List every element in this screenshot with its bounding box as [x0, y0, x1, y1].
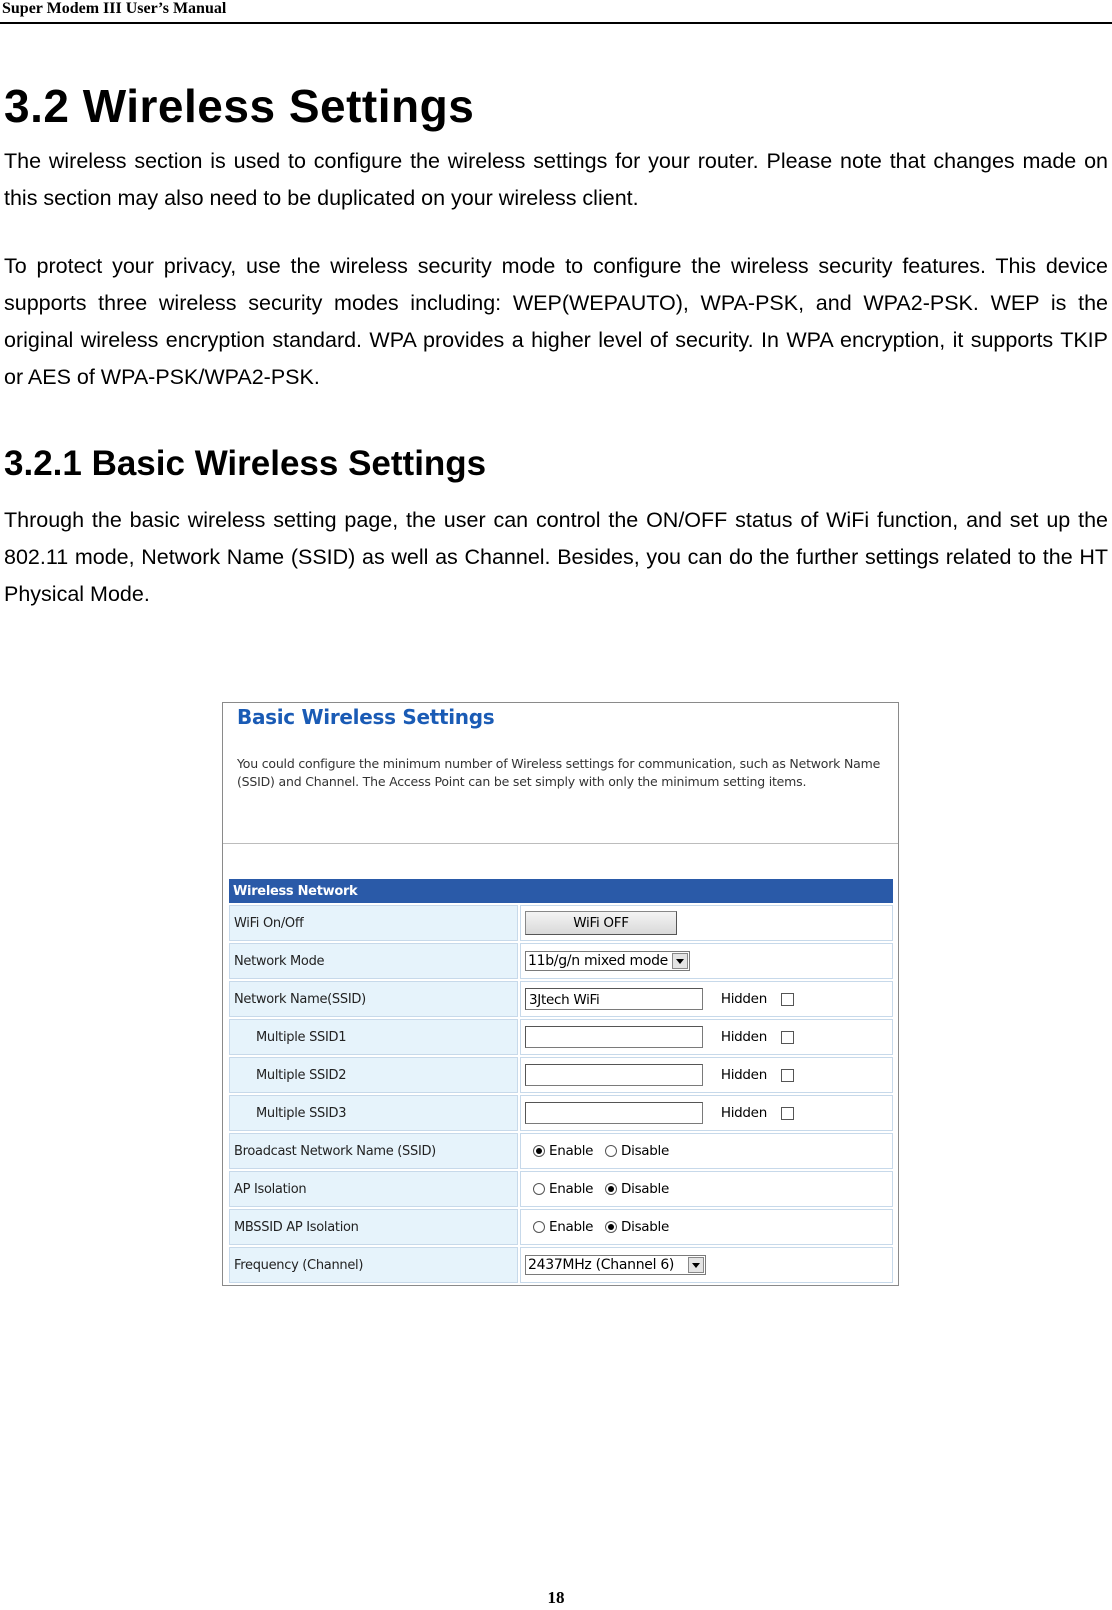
- multiple-ssid2-label: Multiple SSID2: [229, 1057, 518, 1093]
- dropdown-arrow-icon: [672, 953, 688, 969]
- dropdown-arrow-icon: [688, 1257, 704, 1273]
- network-mode-select[interactable]: [525, 951, 690, 971]
- multiple-ssid1-label: Multiple SSID1: [229, 1019, 518, 1055]
- ap-isolation-disable-label: Disable: [621, 1181, 670, 1197]
- broadcast-enable-radio[interactable]: [533, 1145, 545, 1157]
- screenshot-title: Basic Wireless Settings: [237, 705, 495, 729]
- ssid1-hidden-label: Hidden: [720, 1029, 767, 1045]
- mbssid-isolation-enable-radio[interactable]: [533, 1221, 545, 1233]
- table-header: Wireless Network: [229, 879, 893, 903]
- section-security-paragraph: To protect your privacy, use the wireless security mode to configure the wireless security features. This device supports three wireless security modes including: WEP(WEPAUTO), WPA-PSK, and WPA2-PSK. WEP is the original wireless encryption standard. WPA provides a higher level of security. In WPA encryption, it supports TKIP or AES of WPA-PSK/WPA2-PSK.: [4, 254, 1108, 389]
- ssid-input[interactable]: 3Jtech WiFi: [525, 988, 703, 1010]
- ap-isolation-disable-radio[interactable]: [605, 1183, 617, 1195]
- multiple-ssid3-input[interactable]: [525, 1102, 703, 1124]
- ap-isolation-label: AP Isolation: [229, 1171, 518, 1207]
- section-intro-paragraph: The wireless section is used to configure the wireless settings for your router. Please note that changes made on this section may also need to be duplicated on your wireless client.: [4, 149, 1108, 210]
- subsection-paragraph: Through the basic wireless setting page, the user can control the ON/OFF status of WiFi function, and set up the 802.11 mode, Network Name (SSID) as well as Channel. Besides, you can do the further settings related to the HT Physical Mode.: [4, 508, 1108, 606]
- frequency-select[interactable]: [525, 1255, 706, 1275]
- ssid3-hidden-label: Hidden: [720, 1105, 767, 1121]
- ssid1-hidden-checkbox[interactable]: [781, 1031, 794, 1044]
- broadcast-disable-label: Disable: [621, 1143, 670, 1159]
- ssid-label: Network Name(SSID): [229, 981, 518, 1017]
- ssid3-hidden-checkbox[interactable]: [781, 1107, 794, 1120]
- table-row: [229, 981, 893, 1017]
- page-header: [0, 0, 1112, 24]
- ssid-hidden-checkbox[interactable]: [781, 993, 794, 1006]
- table-row: [229, 1171, 893, 1207]
- subsection-title: 3.2.1 Basic Wireless Settings: [4, 444, 487, 483]
- mbssid-isolation-disable-label: Disable: [621, 1219, 670, 1235]
- mbssid-isolation-disable-radio[interactable]: [605, 1221, 617, 1233]
- network-mode-label: Network Mode: [229, 943, 518, 979]
- broadcast-ssid-label: Broadcast Network Name (SSID): [229, 1133, 518, 1169]
- table-row: [229, 1095, 893, 1131]
- manual-title: Super Modem III User’s Manual: [2, 0, 227, 17]
- multiple-ssid3-label: Multiple SSID3: [229, 1095, 518, 1131]
- basic-wireless-settings-screenshot: [222, 702, 899, 1286]
- table-row: [229, 1133, 893, 1169]
- section-title: 3.2 Wireless Settings: [4, 80, 475, 132]
- page-number: 18: [547, 1588, 565, 1607]
- table-row: [229, 905, 893, 941]
- multiple-ssid1-input[interactable]: [525, 1026, 703, 1048]
- divider: [223, 843, 898, 844]
- table-row: [229, 1057, 893, 1093]
- table-row: [229, 1019, 893, 1055]
- network-mode-value: 11b/g/n mixed mode: [528, 953, 668, 969]
- wireless-network-table: [227, 877, 895, 1285]
- ap-isolation-enable-radio[interactable]: [533, 1183, 545, 1195]
- wifi-off-button[interactable]: WiFi OFF: [525, 911, 677, 935]
- table-row: [229, 1247, 893, 1283]
- table-row: [229, 943, 893, 979]
- mbssid-isolation-label: MBSSID AP Isolation: [229, 1209, 518, 1245]
- broadcast-disable-radio[interactable]: [605, 1145, 617, 1157]
- ssid-hidden-label: Hidden: [720, 991, 767, 1007]
- table-row: [229, 1209, 893, 1245]
- ssid2-hidden-label: Hidden: [720, 1067, 767, 1083]
- multiple-ssid2-input[interactable]: [525, 1064, 703, 1086]
- wifi-onoff-label: WiFi On/Off: [229, 905, 518, 941]
- ap-isolation-enable-label: Enable: [549, 1181, 594, 1197]
- frequency-label: Frequency (Channel): [229, 1247, 518, 1283]
- broadcast-enable-label: Enable: [549, 1143, 594, 1159]
- mbssid-isolation-enable-label: Enable: [549, 1219, 594, 1235]
- frequency-value: 2437MHz (Channel 6): [528, 1257, 675, 1273]
- ssid2-hidden-checkbox[interactable]: [781, 1069, 794, 1082]
- screenshot-description: You could configure the minimum number of Wireless settings for communication, such as Network Name (SSID) and Channel. The Access Point can be set simply with only the minimum setting items.: [237, 756, 881, 789]
